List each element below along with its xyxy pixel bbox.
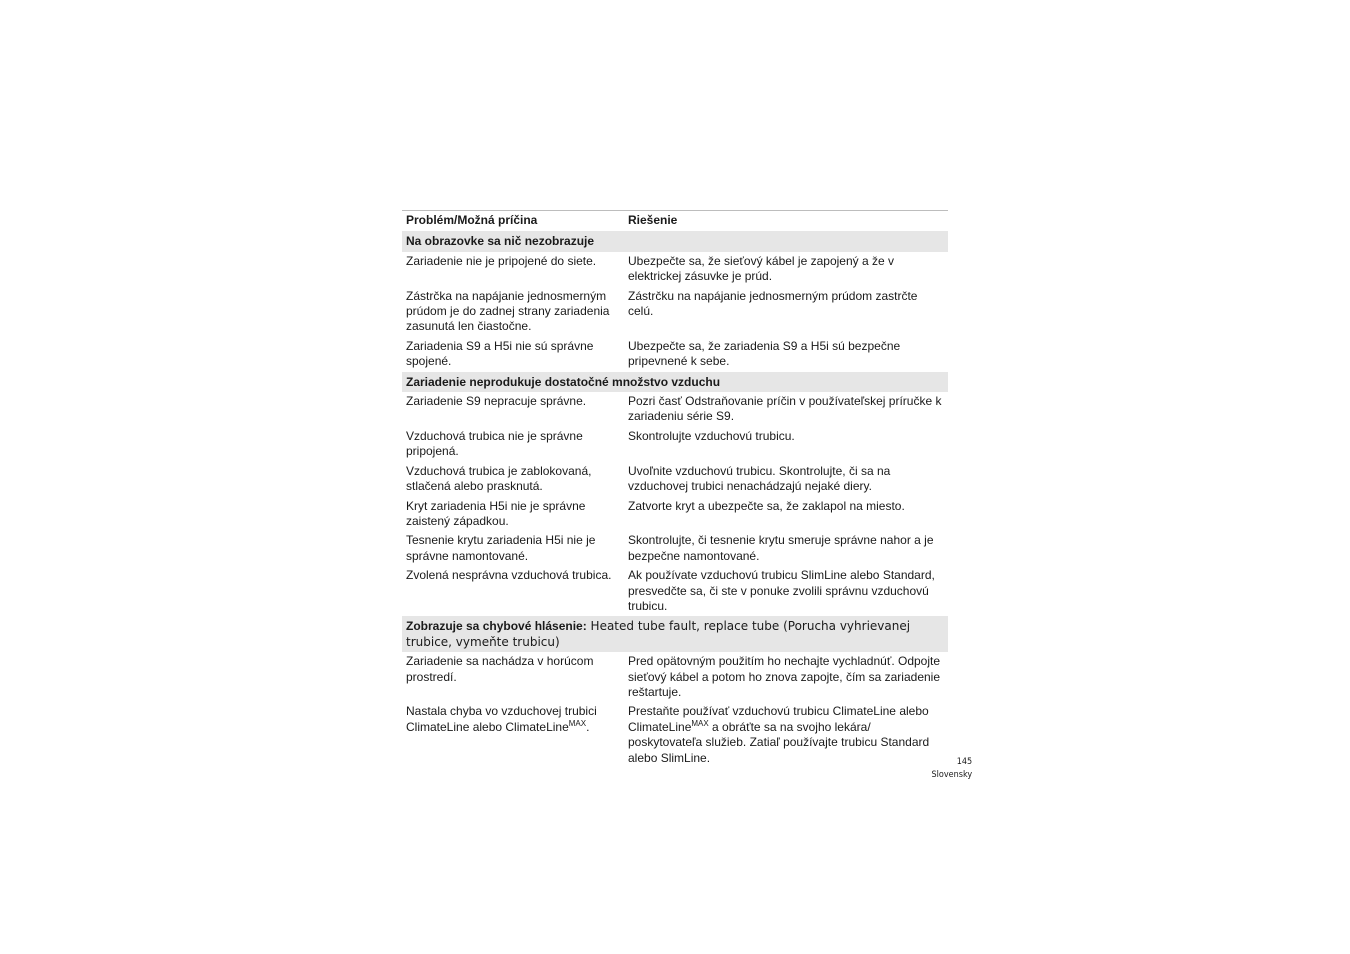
cell-problem: Kryt zariadenia H5i nie je správne zaistený západkou. [406, 498, 586, 528]
table-row [402, 702, 948, 768]
page-footer [931, 756, 972, 781]
table-body [402, 231, 948, 768]
section-title [402, 372, 948, 392]
cell-problem: Zariadenie nie je pripojené do siete. [406, 253, 597, 268]
section-header [402, 616, 948, 652]
table-row [402, 337, 948, 372]
table-header-row [402, 211, 948, 232]
table-row [402, 497, 948, 532]
cell-solution: Uvoľnite vzduchovú trubicu. Skontrolujte, či sa na vzduchovej trubici nenachádzajú nejaké diery. [628, 463, 891, 494]
section-title [402, 616, 948, 652]
cell-problem: Vzduchová trubica nie je správne pripojená. [406, 428, 583, 459]
table-row [402, 252, 948, 287]
section-title-bold: Na obrazovke sa nič nezobrazuje [406, 234, 595, 249]
table-row [402, 652, 948, 702]
cell-text: Nastala chyba vo vzduchovej trubici ClimateLine alebo ClimateLine [406, 704, 597, 734]
cell-text: a obráťte sa na svojho lekára/ poskytovateľa služieb. Zatiaľ používajte trubicu Standard alebo SlimLine. [628, 719, 930, 765]
cell-solution: Ubezpečte sa, že zariadenia S9 a H5i sú bezpečne pripevnené k sebe. [628, 338, 901, 369]
section-title-bold: Zariadenie neprodukuje dostatočné množstvo vzduchu [406, 374, 721, 389]
troubleshooting-table-container [402, 210, 948, 768]
cell-solution: Pozri časť Odstraňovanie príčin v používateľskej príručke k zariadeniu série S9. [628, 394, 942, 424]
cell-problem: Tesnenie krytu zariadenia H5i nie je správne namontované. [406, 533, 596, 563]
cell-problem: Zvolená nesprávna vzduchová trubica. [406, 568, 612, 583]
cell-solution: Zatvorte kryt a ubezpečte sa, že zaklapol na miesto. [628, 498, 905, 513]
cell-solution: Pred opätovným použitím ho nechajte vychladnúť. Odpojte sieťový kábel a potom ho znova zapojte, čím sa zariadenie reštartuje. [628, 654, 941, 699]
cell-solution: Ak používate vzduchovú trubicu SlimLine alebo Standard, presvedčte sa, či ste v ponuke zvolili správnu vzduchovú trubicu. [628, 568, 935, 613]
trademark-superscript: MAX [568, 718, 587, 728]
cell-solution: Ubezpečte sa, že sieťový kábel je zapojený a že v elektrickej zásuvke je prúd. [628, 253, 894, 284]
section-title-rest: Heated tube fault, replace tube (Porucha vyhrievanej trubice, vymeňte trubicu) [406, 619, 911, 649]
cell-problem: Zariadenie sa nachádza v horúcom prostredí. [406, 654, 594, 684]
table-row [402, 531, 948, 566]
page-number: 145 [956, 757, 972, 767]
cell-solution [624, 702, 948, 768]
section-header [402, 231, 948, 251]
table-row [402, 566, 948, 616]
section-header [402, 372, 948, 392]
cell-problem: Zástrčka na napájanie jednosmerným prúdom je do zadnej strany zariadenia zasunutá len čiastočne. [406, 288, 610, 334]
header-problem: Problém/Možná príčina [402, 211, 624, 232]
trademark-superscript: MAX [691, 718, 709, 728]
table-row [402, 287, 948, 337]
cell-problem [402, 702, 624, 768]
cell-problem: Zariadenie S9 nepracuje správne. [406, 394, 587, 409]
cell-problem: Vzduchová trubica je zablokovaná, stlačená alebo prasknutá. [406, 463, 592, 494]
section-title-bold: Zobrazuje sa chybové hlásenie: [406, 619, 587, 634]
table-row [402, 427, 948, 462]
cell-solution: Zástrčku na napájanie jednosmerným prúdom zastrčte celú. [628, 288, 918, 319]
header-solution: Riešenie [624, 211, 948, 232]
cell-text: . [586, 719, 590, 734]
footer-language: Slovensky [931, 769, 972, 780]
table-row [402, 462, 948, 497]
cell-text: Prestaňte používať vzduchovú trubicu ClimateLine alebo ClimateLine [628, 704, 929, 734]
section-title [402, 231, 948, 251]
table-row [402, 392, 948, 427]
cell-problem: Zariadenia S9 a H5i nie sú správne spojené. [406, 338, 594, 369]
cell-solution: Skontrolujte vzduchovú trubicu. [628, 428, 795, 443]
cell-solution: Skontrolujte, či tesnenie krytu smeruje správne nahor a je bezpečne namontované. [628, 533, 934, 563]
troubleshooting-table [402, 210, 948, 768]
